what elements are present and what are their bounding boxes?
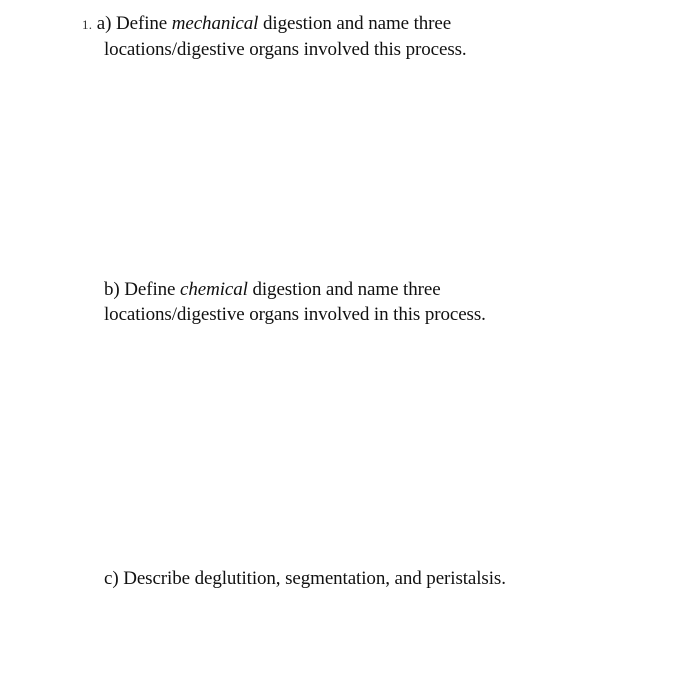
part-b-line-1 — [104, 277, 486, 302]
part-c-text: c) Describe deglutition, segmentation, and peristalsis. — [104, 568, 506, 589]
part-a-suffix: digestion and name three — [258, 13, 452, 34]
part-b-prefix: b) Define — [104, 279, 181, 300]
question-part-c — [104, 566, 506, 591]
part-b-emphasis: chemical — [180, 279, 248, 300]
part-a-line-1 — [82, 11, 467, 37]
part-a-line-2: locations/digestive organs involved this process. — [104, 39, 467, 60]
question-number: 1. — [82, 17, 93, 32]
part-a-prefix: a) Define — [92, 13, 172, 34]
part-b-suffix: digestion and name three — [247, 279, 441, 300]
question-part-b — [104, 277, 486, 327]
question-part-a — [82, 11, 467, 62]
part-a-emphasis: mechanical — [171, 13, 259, 34]
part-b-line-2: locations/digestive organs involved in this process. — [104, 304, 486, 325]
